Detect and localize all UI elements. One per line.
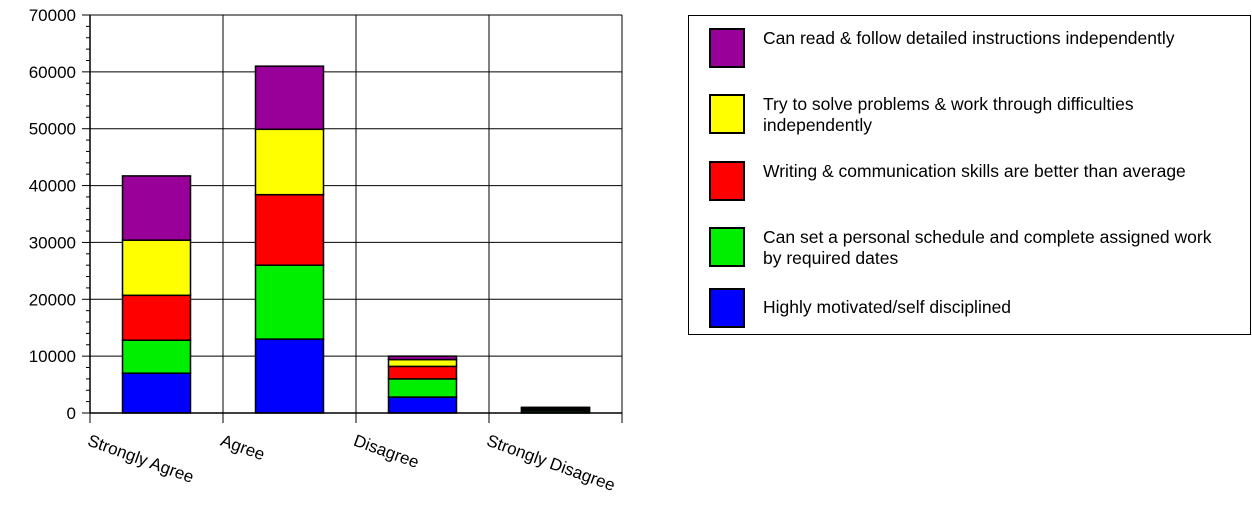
y-tick-label: 20000 (28, 290, 76, 310)
y-tick-label: 10000 (28, 347, 76, 367)
legend-item (709, 28, 1223, 68)
legend-label: Can read & follow detailed instructions independently (763, 28, 1175, 48)
bar-segment (256, 129, 324, 194)
y-tick-label: 60000 (28, 62, 76, 82)
bar-segment (389, 379, 457, 397)
legend-label: Highly motivated/self disciplined (763, 297, 1012, 317)
bar-segment (389, 397, 457, 413)
bar-segment (256, 195, 324, 266)
y-tick-label: 50000 (28, 119, 76, 139)
y-axis-ticks (29, 6, 90, 423)
bar-segment (123, 295, 191, 340)
y-tick-label: 30000 (28, 233, 76, 253)
legend-swatch (709, 227, 745, 267)
x-category-label: Disagree (351, 430, 422, 473)
legend-label: Try to solve problems & work through difficulties independently (763, 94, 1134, 135)
bar-segment (389, 356, 457, 359)
legend-item (709, 288, 1223, 328)
y-tick-label: 40000 (28, 176, 76, 196)
legend-label: Writing & communication skills are better than average (763, 161, 1186, 181)
bar-segment (389, 366, 457, 379)
bar-segment (256, 339, 324, 413)
legend-label: Can set a personal schedule and complete assigned work by required dates (763, 227, 1212, 268)
x-category-label: Strongly Agree (85, 430, 197, 487)
legend-item (709, 161, 1223, 201)
y-tick-label: 0 (66, 404, 76, 423)
bar-segment (256, 66, 324, 129)
x-axis-labels (85, 431, 617, 495)
y-tick-label: 70000 (28, 6, 76, 25)
bar-segment (123, 240, 191, 295)
bar-segment (123, 373, 191, 413)
legend (688, 15, 1251, 335)
legend-swatch (709, 288, 745, 328)
bar-segment (123, 340, 191, 373)
legend-item (709, 227, 1223, 269)
bar-segment (389, 360, 457, 367)
legend-swatch (709, 94, 745, 134)
bar-segment (522, 407, 590, 408)
legend-swatch (709, 28, 745, 68)
bar-segment (123, 176, 191, 240)
legend-swatch (709, 161, 745, 201)
bar-segment (256, 265, 324, 339)
legend-item (709, 94, 1223, 136)
x-category-label: Agree (218, 430, 268, 465)
x-category-label: Strongly Disagree (484, 430, 618, 495)
